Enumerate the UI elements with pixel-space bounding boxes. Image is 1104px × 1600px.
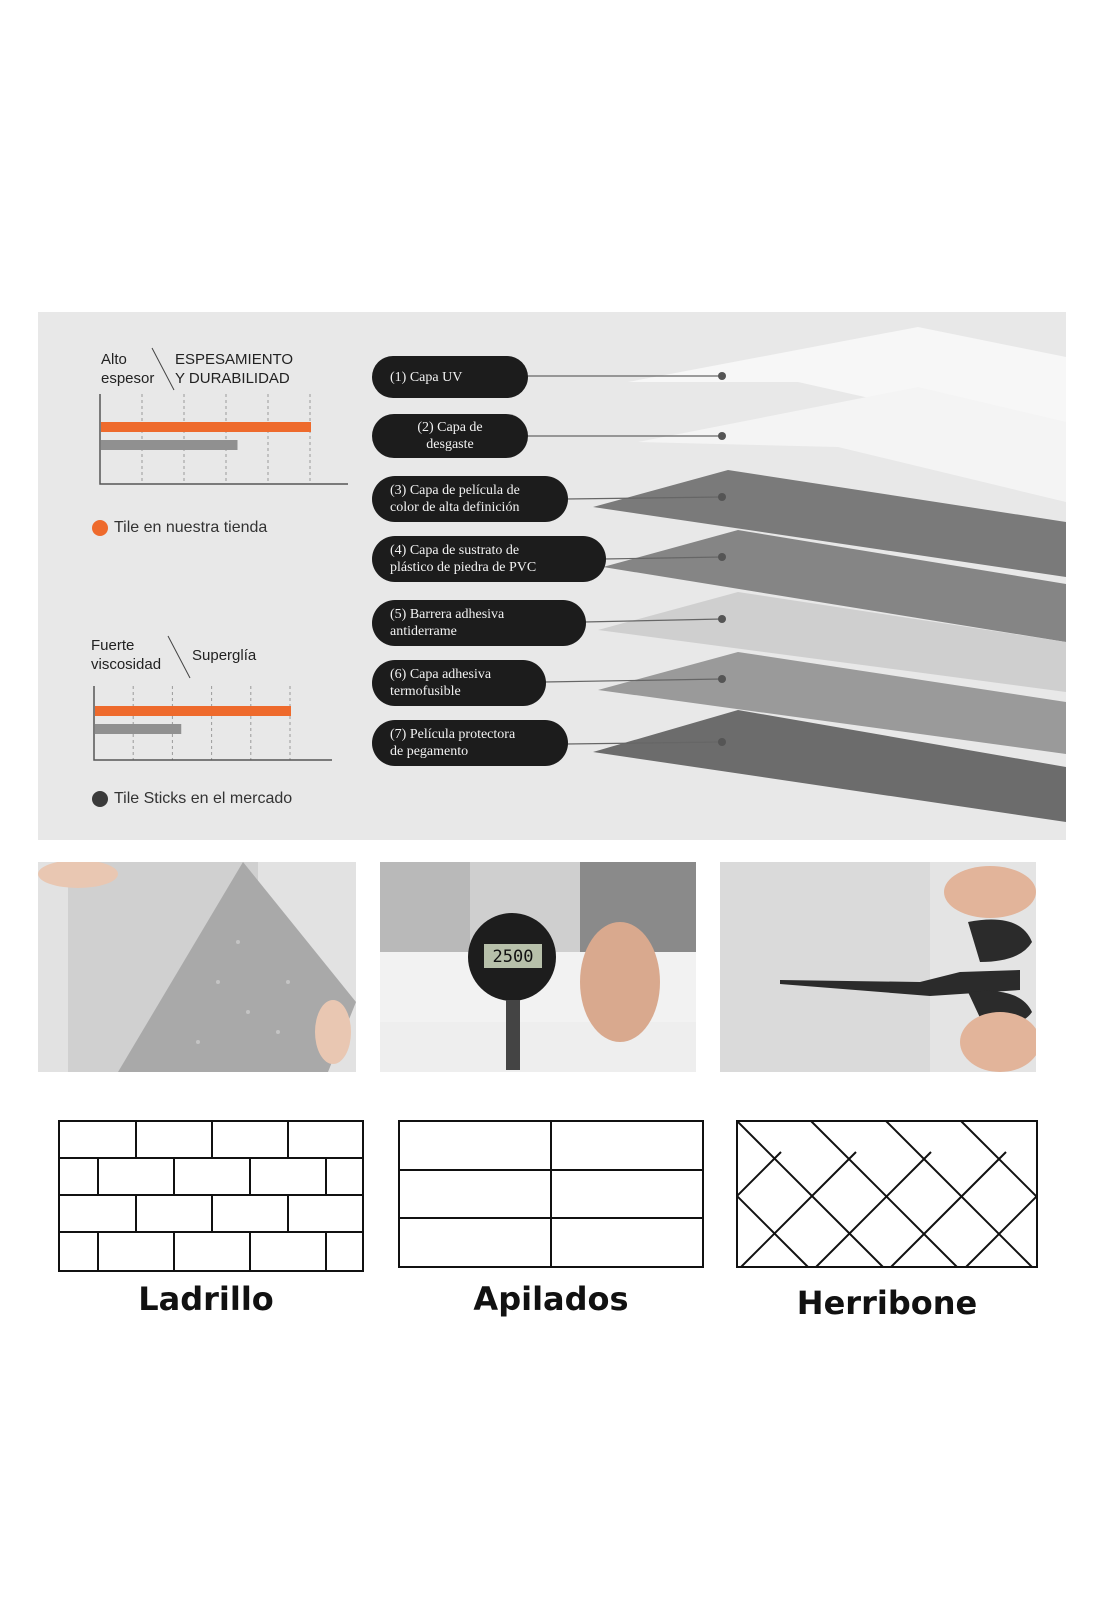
bar-ours (95, 706, 291, 716)
layer-marker-3 (718, 493, 726, 501)
layer-label-4: (4) Capa de sustrato de plástico de piedra de PVC (372, 536, 606, 582)
chart2-divider (164, 634, 194, 680)
photo-peel-backing (38, 862, 356, 1072)
layer-structure-panel (38, 312, 1066, 840)
layer-marker-1 (718, 372, 726, 380)
pattern-brick (58, 1120, 364, 1272)
bar-market (101, 440, 238, 450)
layer-label-7: (7) Película protectora de pegamento (372, 720, 568, 766)
layer-label-1: (1) Capa UV (372, 356, 528, 398)
chart1-divider (148, 346, 178, 392)
layer-marker-2 (718, 432, 726, 440)
pattern-stacked (398, 1120, 704, 1268)
layer-marker-6 (718, 675, 726, 683)
layer-label-5: (5) Barrera adhesiva antiderrame (372, 600, 586, 646)
pattern-label-herringbone: Herribone (796, 1284, 978, 1322)
chart2-left-label: Fuerte viscosidad (91, 637, 162, 673)
pattern-herringbone (736, 1120, 1038, 1268)
bar-ours (101, 422, 311, 432)
photo-cutting-scissors (720, 862, 1036, 1072)
layer-label-3: (3) Capa de película de color de alta definición (372, 476, 568, 522)
legend-market-dot (92, 791, 108, 807)
chart1-left-label: Alto espesor (101, 351, 155, 387)
layer-marker-5 (718, 615, 726, 623)
legend-market: Tile Sticks en el mercado (92, 790, 292, 808)
legend-ours-dot (92, 520, 108, 536)
chart2-right-label: Superglía (192, 647, 257, 664)
layer-label-2: (2) Capa de desgaste (372, 414, 528, 458)
viscosity-chart (92, 684, 332, 764)
legend-ours: Tile en nuestra tienda (92, 519, 267, 537)
chart1-right-label: ESPESAMIENTO Y DURABILIDAD (175, 351, 294, 387)
thickness-chart (98, 392, 348, 488)
chart-axis (100, 394, 348, 484)
photo-thickness-gauge (380, 862, 696, 1072)
svg-text:2500: 2500 (492, 947, 534, 967)
pattern-label-brick: Ladrillo (138, 1280, 274, 1318)
bar-market (95, 724, 181, 734)
chart-axis (94, 686, 332, 760)
layer-label-6: (6) Capa adhesiva termofusible (372, 660, 546, 706)
layer-marker-7 (718, 738, 726, 746)
pattern-label-stacked: Apilados (473, 1280, 629, 1318)
layer-marker-4 (718, 553, 726, 561)
